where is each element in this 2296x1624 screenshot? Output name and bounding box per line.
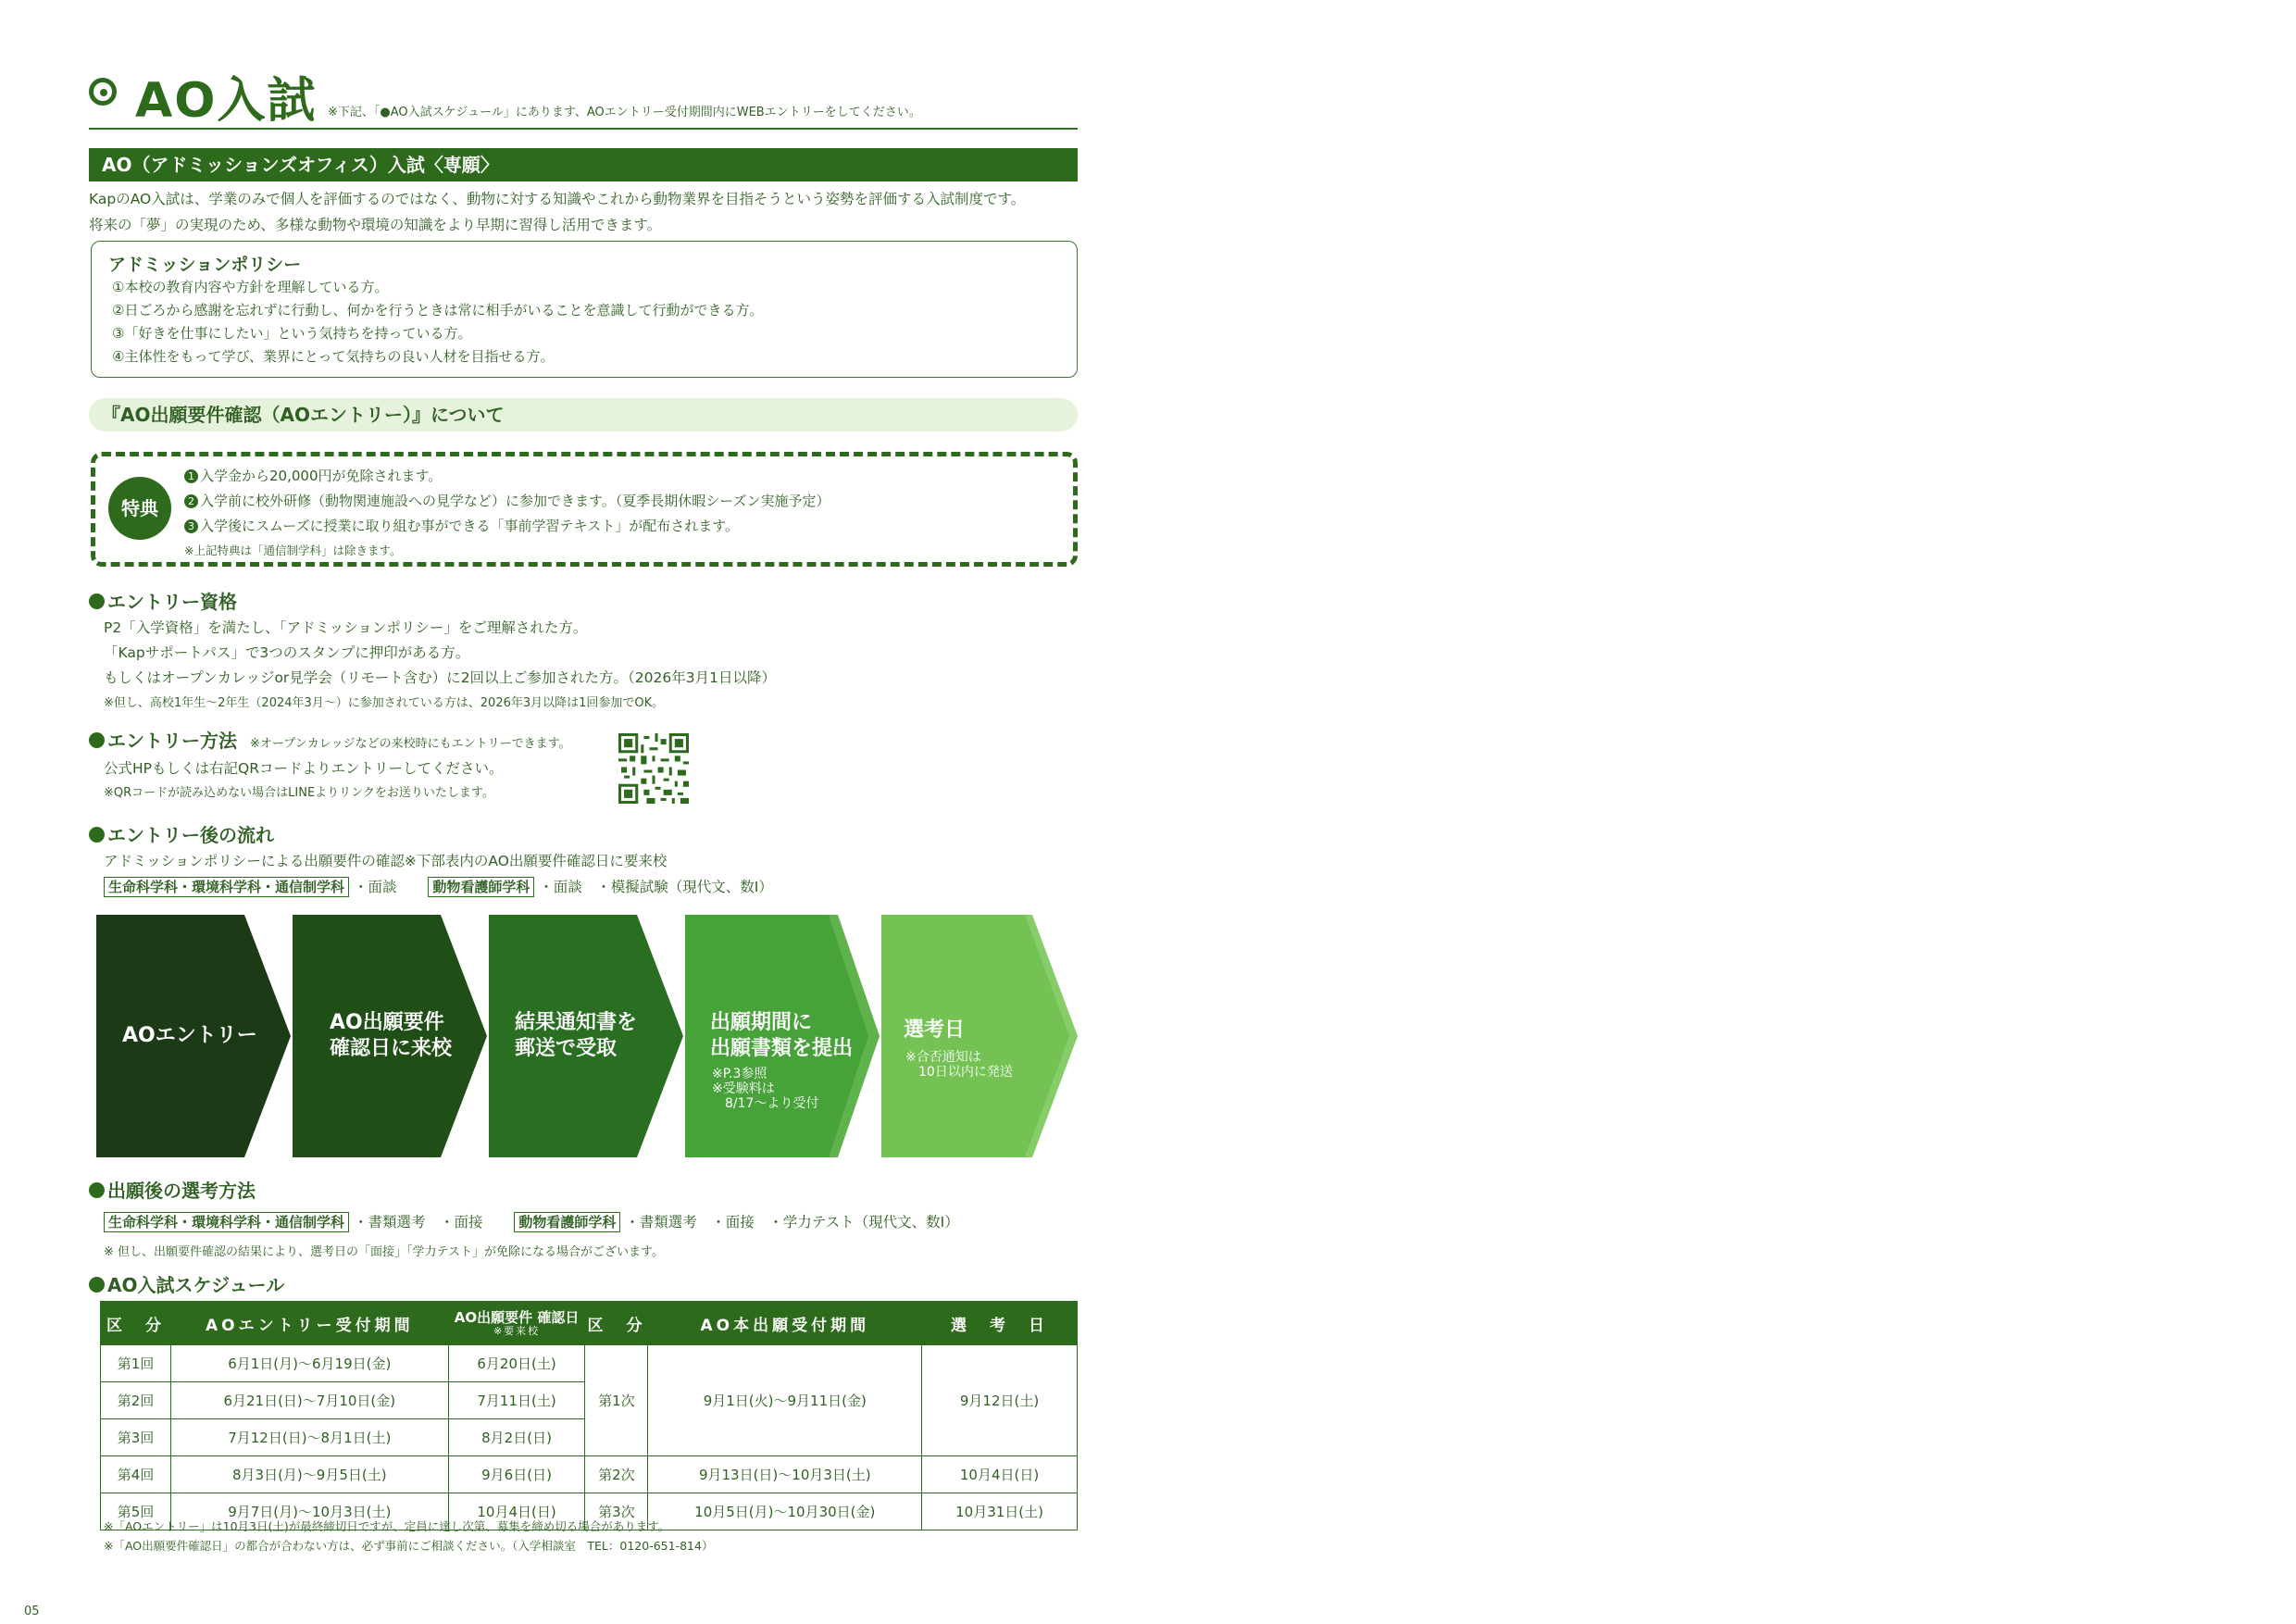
- table-cell: 9月12日(土): [922, 1345, 1078, 1456]
- table-header: AOエントリー受付期間: [170, 1302, 448, 1345]
- table-header: AO本出願受付期間: [648, 1302, 922, 1345]
- section-bar-entry: 『AO出願要件確認（AOエントリー）』について: [89, 398, 1078, 431]
- page-number: 05: [24, 1605, 40, 1618]
- step-label: 確認日に来校: [330, 1037, 453, 1060]
- table-cell: 10月5日(月)～10月30日(金): [648, 1493, 922, 1530]
- table-cell: 7月11日(土): [448, 1382, 585, 1419]
- table-cell: 第4回: [101, 1456, 171, 1493]
- flow-requirements: 生命科学科・環境科学科・通信制学科 ・面談 動物看護師学科 ・面談 ・模擬試験（現代文、数Ⅰ）: [104, 876, 773, 897]
- table-cell: 10月4日(日): [448, 1493, 585, 1530]
- bullet-icon: [89, 1182, 105, 1198]
- intro-line-1: KapのAO入試は、学業のみで個人を評価するのではなく、動物に対する知識やこれから動物業界を目指そうという姿勢を評価する入試制度です。: [89, 191, 1026, 207]
- benefit-badge: 特典: [108, 477, 171, 540]
- bullet-circle-icon: [89, 78, 117, 106]
- step-label: 出願期間に: [710, 1011, 813, 1034]
- table-row: [101, 1456, 1078, 1493]
- department-tag: 生命科学科・環境科学科・通信制学科: [104, 877, 349, 897]
- table-header-row: [101, 1302, 1078, 1345]
- table-cell: 第3回: [101, 1419, 171, 1456]
- department-tag: 動物看護師学科: [514, 1212, 620, 1232]
- schedule-table: [100, 1301, 1078, 1530]
- qualification-line: もしくはオープンカレッジor見学会（リモート含む）に2回以上ご参加された方。（2026年3月1日以降）: [104, 669, 776, 686]
- benefit-item: 2 入学前に校外研修（動物関連施設への見学など）に参加できます。（夏季長期休暇シーズン実施予定）: [184, 491, 830, 510]
- table-cell: 第1回: [101, 1345, 171, 1382]
- number-3-icon: 3: [184, 519, 198, 533]
- schedule-footnote: ※「AO出願要件確認日」の都合が合わない方は、必ず事前にご相談ください。（入学相談室 TEL：0120-651-814）: [104, 1539, 714, 1553]
- step-label: AOエントリー: [122, 1024, 257, 1047]
- policy-item: ④主体性をもって学び、業界にとって気持ちの良い人材を目指せる方。: [112, 348, 555, 365]
- table-cell: 8月2日(日): [448, 1419, 585, 1456]
- table-header: 区 分: [585, 1302, 648, 1345]
- page-title: AO入試: [135, 73, 318, 129]
- method-heading: エントリー方法 ※オープンカレッジなどの来校時にもエントリーできます。: [89, 726, 571, 753]
- table-cell: 10月4日(日): [922, 1456, 1078, 1493]
- admission-policy-box: [91, 241, 1078, 378]
- flow-heading: エントリー後の流れ: [89, 820, 274, 847]
- qualification-line: P2「入学資格」を満たし、「アドミッションポリシー」をご理解された方。: [104, 619, 588, 636]
- table-header: 区 分: [101, 1302, 171, 1345]
- method-line: 公式HPもしくは右記QRコードよりエントリーしてください。: [104, 760, 504, 777]
- schedule-heading: AO入試スケジュール: [89, 1270, 284, 1297]
- method-note: ※QRコードが読み込めない場合はLINEよりリンクをお送りいたします。: [104, 786, 494, 800]
- table-cell: 9月6日(日): [448, 1456, 585, 1493]
- table-header: 選 考 日: [922, 1302, 1078, 1345]
- step-note: ※受験料は: [712, 1081, 775, 1096]
- benefit-note: ※上記特典は「通信制学科」は除きます。: [184, 543, 402, 557]
- table-header: AO出願要件 確認日 ※要来校: [448, 1302, 585, 1345]
- step-note: 10日以内に発送: [905, 1065, 1013, 1080]
- department-tag: 動物看護師学科: [428, 877, 534, 897]
- benefit-item: 3 入学後にスムーズに授業に取り組む事ができる「事前学習テキスト」が配布されます。: [184, 516, 739, 535]
- step-note: ※合否通知は: [905, 1050, 981, 1065]
- step-note: ※P.3参照: [712, 1067, 767, 1081]
- step-label: 選考日: [904, 1018, 966, 1042]
- table-cell: 第2次: [585, 1456, 648, 1493]
- step-label: 出願書類を提出: [710, 1037, 854, 1060]
- table-cell: 第1次: [585, 1345, 648, 1456]
- number-1-icon: 1: [184, 469, 198, 483]
- benefit-item: 1 入学金から20,000円が免除されます。: [184, 466, 442, 485]
- policy-title: アドミッションポリシー: [108, 255, 302, 275]
- policy-item: ③「好きを仕事にしたい」という気持ちを持っている方。: [112, 325, 472, 342]
- bullet-icon: [89, 732, 105, 748]
- department-tag: 生命科学科・環境科学科・通信制学科: [104, 1212, 349, 1232]
- title-row: [89, 65, 1078, 130]
- qualification-heading: エントリー資格: [89, 587, 237, 614]
- schedule-footnote: ※「AOエントリー」は10月3日(土)が最終締切日ですが、定員に達し次第、募集を締め切る場合があります。: [104, 1519, 670, 1533]
- section-bar-ao: AO（アドミッションズオフィス）入試〈専願〉: [89, 148, 1078, 181]
- step-label: 郵送で受取: [515, 1037, 618, 1060]
- table-cell: 8月3日(月)～9月5日(土): [170, 1456, 448, 1493]
- title-note: ※下記、「●AO入試スケジュール」にあります、AOエントリー受付期間内にWEBエントリーをしてください。: [328, 106, 921, 119]
- table-cell: 第5回: [101, 1493, 171, 1530]
- table-cell: 7月12日(日)～8月1日(土): [170, 1419, 448, 1456]
- table-cell: 6月21日(日)～7月10日(金): [170, 1382, 448, 1419]
- qualification-line: 「Kapサポートパス」で3つのスタンプに押印がある方。: [104, 644, 470, 661]
- table-cell: 9月1日(火)～9月11日(金): [648, 1345, 922, 1456]
- table-cell: 9月7日(月)～10月3日(土): [170, 1493, 448, 1530]
- selection-heading: 出願後の選考方法: [89, 1176, 256, 1203]
- flow-line: アドミッションポリシーによる出願要件の確認※下部表内のAO出願要件確認日に要来校: [104, 853, 668, 869]
- table-cell: 9月13日(日)～10月3日(土): [648, 1456, 922, 1493]
- intro-line-2: 将来の「夢」の実現のため、多様な動物や環境の知識をより早期に習得し活用できます。: [89, 217, 662, 233]
- benefits-box: [91, 452, 1078, 567]
- table-cell: 10月31日(土): [922, 1493, 1078, 1530]
- step-label: 結果通知書を: [515, 1011, 638, 1034]
- bullet-icon: [89, 1277, 105, 1293]
- process-flow: [96, 915, 1078, 1157]
- number-2-icon: 2: [184, 494, 198, 508]
- table-row: [101, 1345, 1078, 1382]
- qr-code-icon[interactable]: [618, 733, 689, 804]
- policy-item: ②日ごろから感謝を忘れずに行動し、何かを行うときは常に相手がいることを意識して行動ができる方。: [112, 302, 764, 319]
- bullet-icon: [89, 593, 105, 609]
- policy-item: ①本校の教育内容や方針を理解している方。: [112, 279, 389, 295]
- table-cell: 第2回: [101, 1382, 171, 1419]
- step-label: AO出願要件: [330, 1011, 444, 1034]
- bullet-icon: [89, 827, 105, 843]
- selection-requirements: 生命科学科・環境科学科・通信制学科 ・書類選考 ・面接 動物看護師学科 ・書類選考 ・面接 ・学力テスト（現代文、数Ⅰ）: [104, 1211, 959, 1232]
- step-note: 8/17～より受付: [712, 1096, 819, 1111]
- selection-note: ※ 但し、出願要件確認の結果により、選考日の「面接」「学力テスト」が免除になる場合がございます。: [104, 1245, 664, 1259]
- table-cell: 6月1日(月)～6月19日(金): [170, 1345, 448, 1382]
- table-cell: 第3次: [585, 1493, 648, 1530]
- qualification-note: ※但し、高校1年生～2年生（2024年3月～）に参加されている方は、2026年3月以降は1回参加でOK。: [104, 696, 665, 710]
- table-cell: 6月20日(土): [448, 1345, 585, 1382]
